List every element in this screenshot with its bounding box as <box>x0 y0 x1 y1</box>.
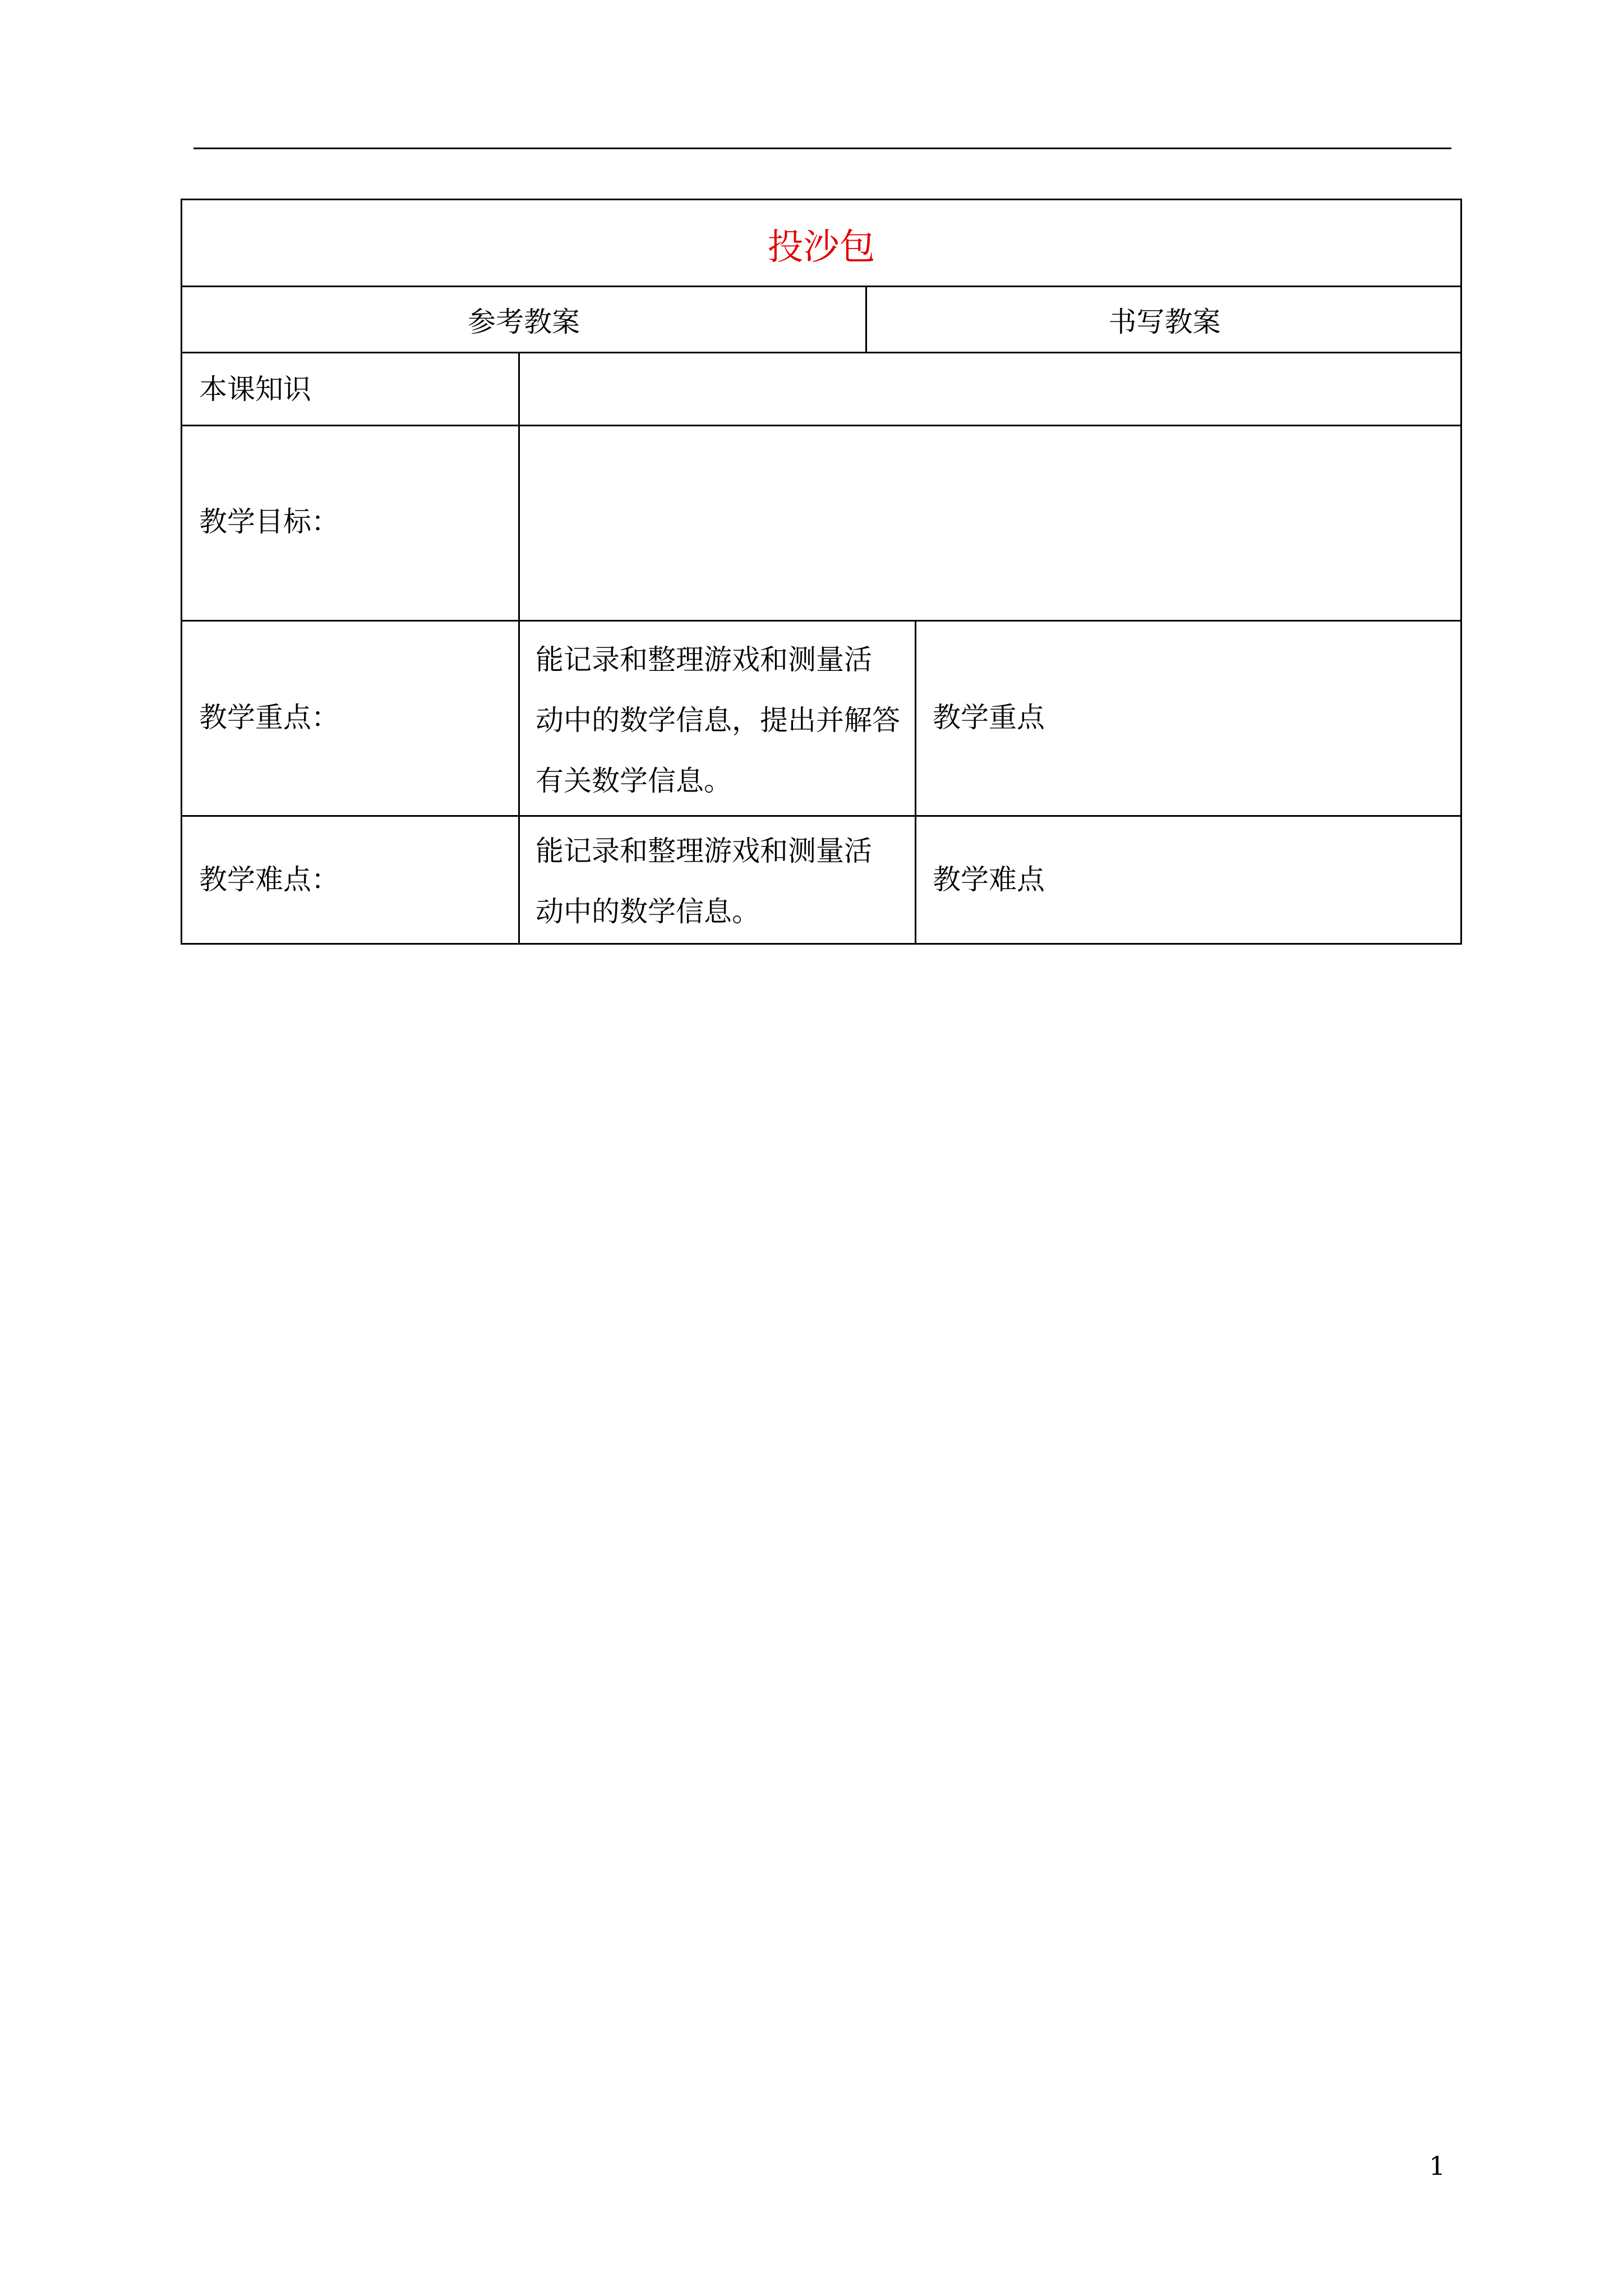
key-points-writing: 教学重点 <box>933 701 1045 734</box>
key-points-label: 教学重点： <box>199 701 339 734</box>
key-points-line: 能记录和整理游戏和测量活 <box>536 643 872 676</box>
header-rule <box>193 148 1451 149</box>
key-points-content <box>536 629 900 811</box>
difficulties-line: 能记录和整理游戏和测量活 <box>536 835 872 867</box>
writing-plan-header: 书写教案 <box>1108 305 1221 338</box>
key-points-line: 动中的数学信息，提出并解答 <box>536 704 900 737</box>
knowledge-label: 本课知识 <box>199 373 311 406</box>
difficulties-line: 动中的数学信息。 <box>536 895 760 928</box>
reference-plan-header: 参考教案 <box>468 305 580 338</box>
row-divider <box>182 620 1460 622</box>
objectives-label: 教学目标： <box>199 505 339 538</box>
row-divider <box>182 425 1460 426</box>
column-divider <box>518 352 520 945</box>
row-divider <box>182 815 1460 817</box>
lesson-plan-table <box>181 199 1462 945</box>
difficulties-label: 教学难点： <box>199 863 339 896</box>
difficulties-content <box>536 821 872 942</box>
difficulties-writing: 教学难点 <box>933 863 1045 896</box>
page-number: 1 <box>1429 2151 1446 2181</box>
key-points-line: 有关数学信息。 <box>536 765 732 797</box>
row-divider <box>182 352 1460 353</box>
document-title: 投沙包 <box>767 226 875 268</box>
column-divider <box>915 620 916 945</box>
